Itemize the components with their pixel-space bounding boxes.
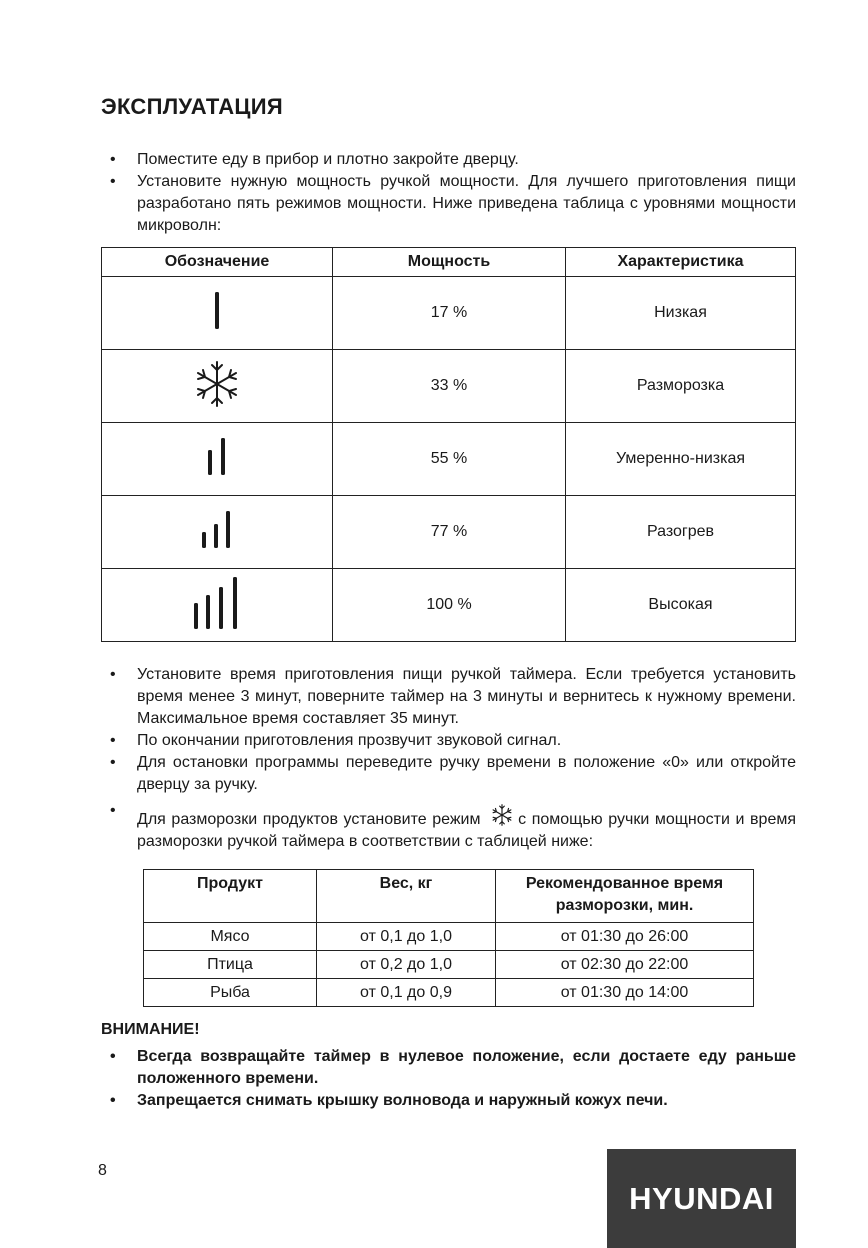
list-item-text: Для остановки программы переведите ручку времени в положение «0» или откройте дверцу за ручку.	[137, 754, 796, 793]
column-header-symbol: Обозначение	[102, 248, 333, 277]
column-header-weight: Вес, кг	[317, 870, 496, 923]
list-item	[110, 149, 796, 171]
warning-list	[110, 1046, 796, 1112]
symbol-cell	[102, 496, 333, 569]
four-bars-icon	[182, 573, 252, 633]
snowflake-icon	[488, 800, 516, 830]
one-bar-icon	[187, 287, 247, 335]
two-bars-icon	[187, 433, 247, 481]
brand-logo-text: HYUNDAI	[629, 1180, 774, 1216]
usage-list	[110, 664, 796, 853]
time-cell: от 01:30 до 14:00	[496, 979, 754, 1007]
warning-title: ВНИМАНИЕ!	[101, 1021, 200, 1038]
list-item-text: Всегда возвращайте таймер в нулевое положение, если достаете еду раньше положенного времени.	[137, 1048, 796, 1087]
table-header-row	[102, 248, 796, 277]
bullet: •	[110, 1048, 116, 1065]
symbol-cell	[102, 277, 333, 350]
product-cell: Мясо	[144, 923, 317, 951]
list-item-text: Запрещается снимать крышку волновода и наружный кожух печи.	[137, 1092, 668, 1109]
list-item-text: Установите время приготовления пищи ручкой таймера. Если требуется установить время менее 3 минут, поверните таймер на 3 минуты и вернитесь к нужному времени. Максимальное время составляет 35 минут.	[137, 666, 796, 727]
symbol-cell	[102, 569, 333, 642]
weight-cell: от 0,1 до 0,9	[317, 979, 496, 1007]
bullet: •	[110, 1092, 116, 1109]
characteristic-cell: Разогрев	[566, 496, 796, 569]
table-row	[102, 423, 796, 496]
list-item-text: Установите нужную мощность ручкой мощности. Для лучшего приготовления пищи разработано пять режимов мощности. Ниже приведена таблица с уровнями мощности микроволн:	[137, 173, 796, 234]
time-cell: от 02:30 до 22:00	[496, 951, 754, 979]
weight-cell: от 0,1 до 1,0	[317, 923, 496, 951]
power-levels-table	[101, 247, 796, 642]
product-cell: Птица	[144, 951, 317, 979]
characteristic-cell: Высокая	[566, 569, 796, 642]
power-cell: 33 %	[333, 350, 566, 423]
page-number: 8	[98, 1162, 107, 1179]
power-cell: 55 %	[333, 423, 566, 496]
brand-logo	[607, 1149, 796, 1248]
list-item	[110, 730, 796, 752]
snowflake-icon	[187, 358, 247, 410]
power-cell: 77 %	[333, 496, 566, 569]
table-row	[102, 277, 796, 350]
list-item	[110, 1090, 796, 1112]
product-cell: Рыба	[144, 979, 317, 1007]
list-item-text: с помощью ручки мощности и время разморозки ручкой таймера в соответствии с таблицей ниже:	[137, 811, 797, 850]
list-item-text: По окончании приготовления прозвучит звуковой сигнал.	[137, 732, 562, 749]
power-cell: 17 %	[333, 277, 566, 350]
characteristic-cell: Умеренно-низкая	[566, 423, 796, 496]
list-item	[110, 800, 796, 853]
column-header-characteristic: Характеристика	[566, 248, 796, 277]
column-header-time: Рекомендованное время разморозки, мин.	[496, 870, 754, 923]
list-item-text: Для разморозки продуктов установите режим	[137, 811, 481, 828]
power-cell: 100 %	[333, 569, 566, 642]
table-row	[144, 979, 754, 1007]
bullet: •	[110, 151, 116, 168]
list-item	[110, 171, 796, 237]
column-header-power: Мощность	[333, 248, 566, 277]
list-item	[110, 1046, 796, 1090]
intro-list	[110, 149, 796, 237]
list-item	[110, 752, 796, 796]
characteristic-cell: Разморозка	[566, 350, 796, 423]
list-item	[110, 664, 796, 730]
bullet: •	[110, 173, 116, 190]
bullet: •	[110, 666, 116, 683]
table-row	[144, 951, 754, 979]
column-header-product: Продукт	[144, 870, 317, 923]
table-row	[102, 569, 796, 642]
table-header-row	[144, 870, 754, 923]
bullet: •	[110, 754, 116, 771]
bullet: •	[110, 802, 116, 819]
table-row	[102, 350, 796, 423]
weight-cell: от 0,2 до 1,0	[317, 951, 496, 979]
characteristic-cell: Низкая	[566, 277, 796, 350]
defrost-table	[143, 869, 754, 1007]
table-row	[102, 496, 796, 569]
three-bars-icon	[187, 506, 247, 554]
table-row	[144, 923, 754, 951]
symbol-cell	[102, 423, 333, 496]
symbol-cell	[102, 350, 333, 423]
bullet: •	[110, 732, 116, 749]
page-heading: ЭКСПЛУАТАЦИЯ	[101, 94, 283, 119]
list-item-text: Поместите еду в прибор и плотно закройте дверцу.	[137, 151, 519, 168]
time-cell: от 01:30 до 26:00	[496, 923, 754, 951]
